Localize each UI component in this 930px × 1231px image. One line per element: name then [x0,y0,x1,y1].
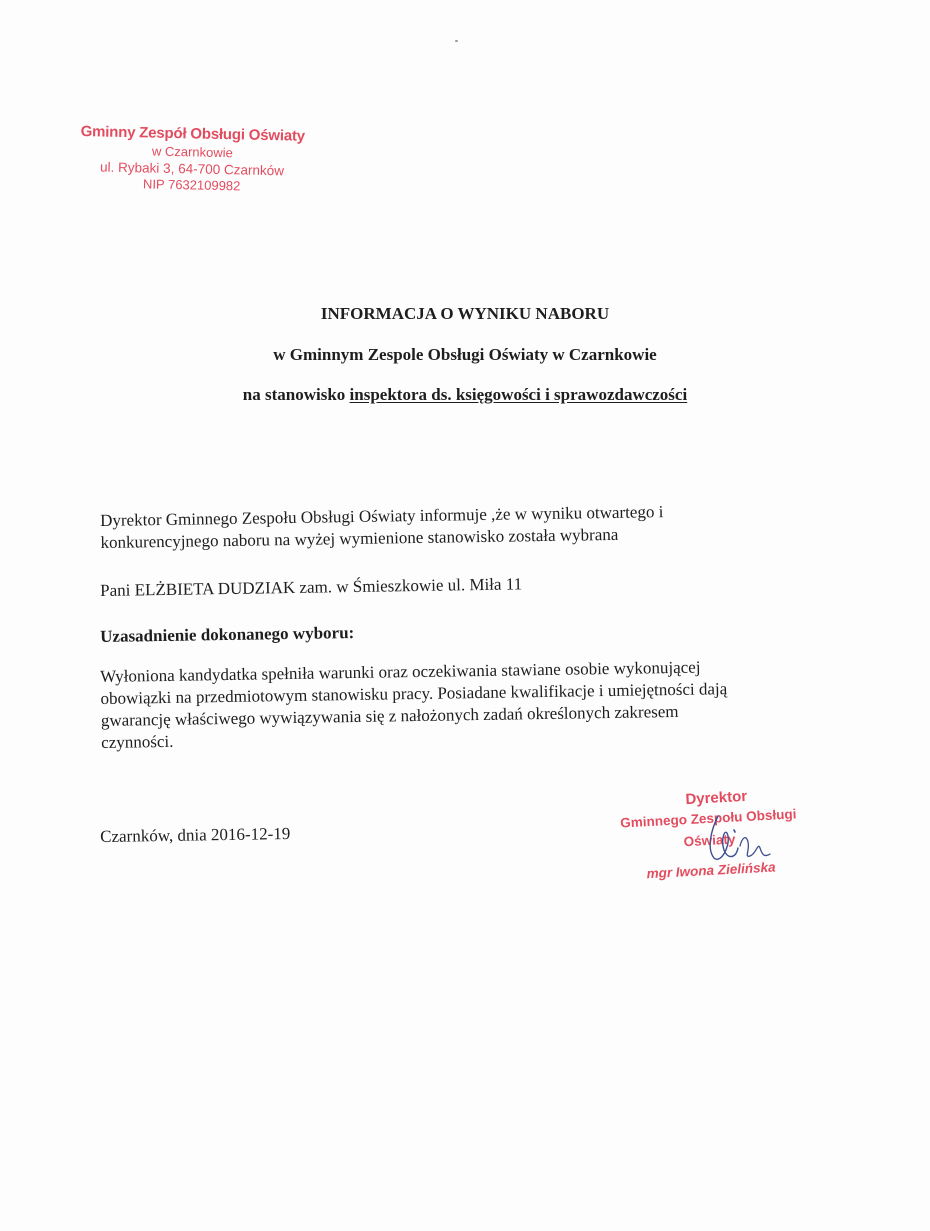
paragraph-line: obowiązki na przedmiotowym stanowisku pracy. Posiadane kwalifikacje i umiejętności dają [100,679,728,708]
document-date: 2016-12-19 [210,824,291,845]
institution-stamp [77,122,308,196]
position-title [0,385,930,405]
place-prefix: Czarnków, dnia [100,825,212,846]
stamp-line-nip: NIP 7632109982 [142,176,241,194]
justification-paragraph [100,654,861,754]
handwritten-signature [700,808,780,878]
paragraph-line: Dyrektor Gminnego Zespołu Obsługi Oświaty informuje ,że w wyniku otwartego i [100,502,664,530]
selected-candidate: Pani ELŻBIETA DUDZIAK zam. w Śmieszkowie ul. Miła 11 [100,574,523,600]
stamp-line-address: ul. Rybaki 3, 64-700 Czarnków [99,159,285,179]
paragraph-line: czynności. [101,731,174,752]
director-title: Dyrektor [685,787,748,809]
paragraph-line: gwarancję właściwego wywiązywania się z nałożonych zadań określonych zakresem [100,701,679,730]
position-name: inspektora ds. księgowości i sprawozdawczości [349,385,688,404]
paragraph-line: Wyłoniona kandydatka spełniła warunki oraz oczekiwania stawiane osobie wykonującej [100,657,701,686]
director-institution: Gminnego Zespołu Obsługi Oświaty [619,806,797,850]
stamp-line-city: w Czarnkowie [151,143,234,161]
justification-heading: Uzasadnienie dokonanego wyboru: [100,623,355,646]
position-prefix: na stanowisko [242,385,350,404]
document-subtitle: w Gminnym Zespole Obsługi Oświaty w Czarnkowie [273,345,657,364]
announcement-paragraph [100,498,861,554]
document-title: INFORMACJA O WYNIKU NABORU [320,304,610,323]
scan-speck [455,40,458,42]
stamp-line-name: Gminny Zespół Obsługi Oświaty [80,123,306,145]
paragraph-line: konkurencyjnego naboru na wyżej wymienione stanowisko została wybrana [100,524,619,552]
director-name: mgr Iwona Zielińska [646,859,776,882]
